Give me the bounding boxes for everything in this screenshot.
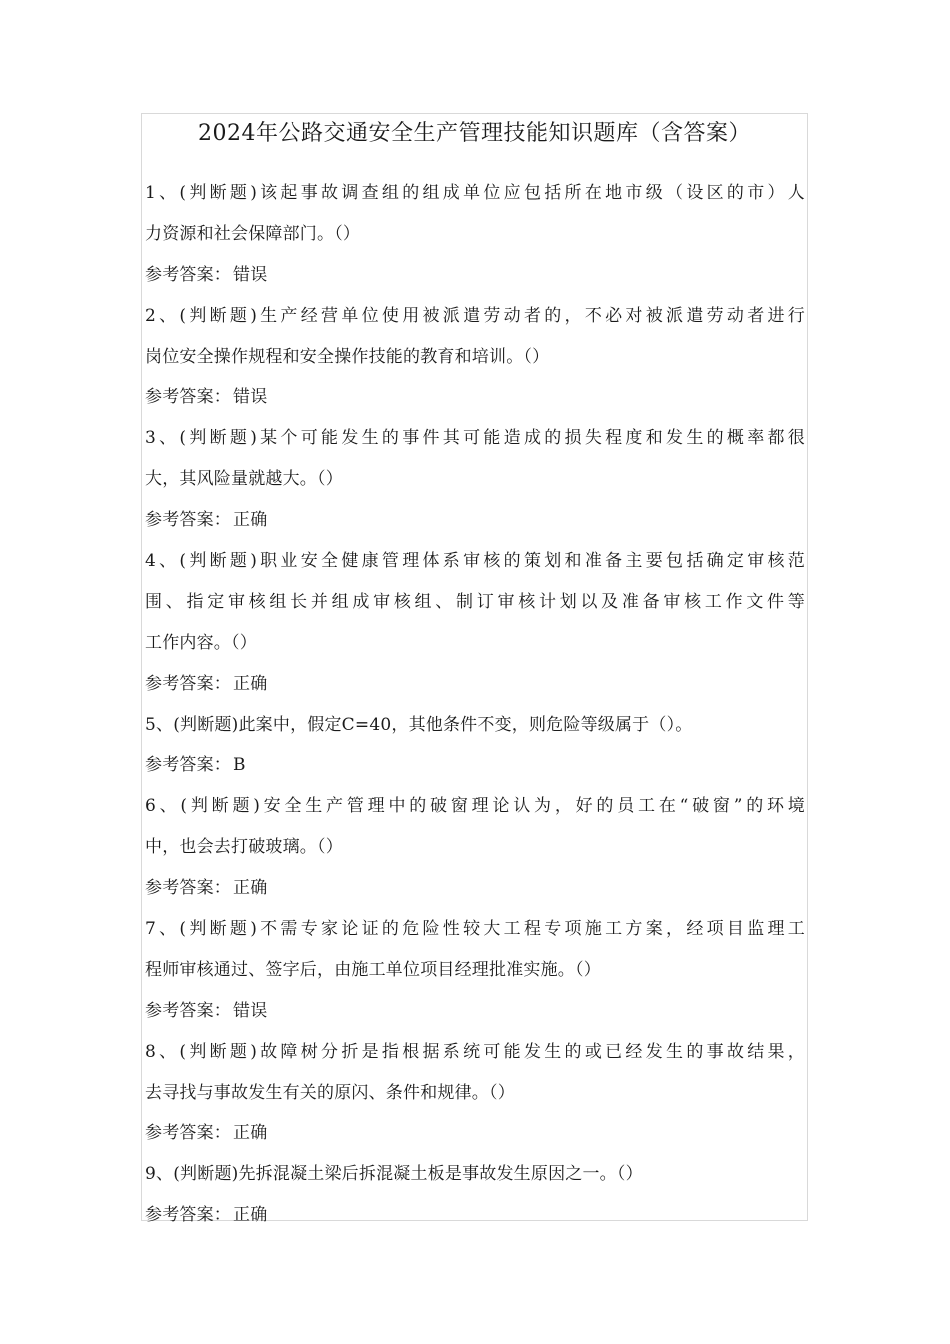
question-item (145, 296, 805, 419)
answer-line (145, 868, 805, 909)
question-text-line: 大，其风险量就越大。（） (145, 469, 343, 490)
question-text-line: 3、(判断题)某个可能发生的事件其可能造成的损失程度和发生的概率都很 (145, 428, 805, 449)
answer-line (145, 745, 805, 786)
answer-line (145, 1195, 805, 1236)
answer-label: 参考答案： (145, 878, 231, 899)
question-text-line: 力资源和社会保障部门。（） (145, 223, 361, 244)
question-text-line: 8、(判断题)故障树分折是指根据系统可能发生的或已经发生的事故结果， (145, 1041, 805, 1062)
question-text-line: 岗位安全操作规程和安全操作技能的教育和培训。（） (145, 346, 550, 367)
answer-value: 正确 (233, 673, 268, 694)
question-text-line: 工作内容。（） (145, 632, 257, 653)
question-text-line: 程师审核通过、签字后，由施工单位项目经理批准实施。（） (145, 959, 601, 980)
answer-label: 参考答案： (145, 387, 231, 408)
question-text-line: 去寻找与事故发生有关的原闪、条件和规律。（） (145, 1082, 515, 1103)
question-item (145, 418, 805, 541)
question-text-line: 1、(判断题)该起事故调查组的组成单位应包括所在地市级（设区的市）人 (145, 183, 805, 203)
question-text-line: 4、(判断题)职业安全健康管理体系审核的策划和准备主要包括确定审核范 (145, 551, 805, 572)
answer-label: 参考答案： (145, 1205, 231, 1226)
answer-line (145, 991, 805, 1032)
question-item (145, 541, 805, 705)
question-text-line: 2、(判断题)生产经营单位使用被派遣劳动者的，不必对被派遣劳动者进行 (145, 305, 805, 326)
answer-label: 参考答案： (145, 264, 231, 285)
answer-label: 参考答案： (145, 1000, 231, 1021)
question-item (145, 1032, 805, 1155)
question-text-line: 7、(判断题)不需专家论证的危险性较大工程专项施工方案，经项目监理工 (145, 919, 805, 940)
answer-value: B (233, 755, 246, 776)
answer-value: 正确 (233, 510, 268, 531)
answer-label: 参考答案： (145, 673, 231, 694)
answer-line (145, 255, 805, 296)
question-item (145, 1154, 805, 1236)
answer-label: 参考答案： (145, 755, 231, 776)
answer-line (145, 664, 805, 705)
answer-value: 错误 (233, 1000, 268, 1021)
document-title: 2024年公路交通安全生产管理技能知识题库（含答案） (198, 121, 751, 146)
answer-label: 参考答案： (145, 1123, 231, 1144)
answer-value: 正确 (233, 878, 268, 899)
answer-value: 错误 (233, 264, 268, 285)
question-text-line: 6、(判断题)安全生产管理中的破窗理论认为，好的员工在“破窗”的环境 (145, 796, 805, 817)
answer-label: 参考答案： (145, 510, 231, 531)
answer-value: 正确 (233, 1205, 268, 1226)
answer-line (145, 1113, 805, 1154)
answer-line (145, 377, 805, 418)
question-text-line: 5、(判断题)此案中，假定C=40，其他条件不变，则危险等级属于（）。 (145, 714, 693, 735)
question-item (145, 705, 805, 787)
answer-line (145, 500, 805, 541)
question-item (145, 909, 805, 1032)
question-list (145, 173, 805, 1236)
answer-value: 错误 (233, 387, 268, 408)
question-text-line: 9、(判断题)先拆混凝土梁后拆混凝土板是事故发生原因之一。（） (145, 1164, 643, 1185)
question-item (145, 786, 805, 909)
answer-value: 正确 (233, 1123, 268, 1144)
question-item (145, 173, 805, 296)
question-text-line: 中，也会去打破玻璃。（） (145, 837, 343, 858)
question-text-line: 围、指定审核组长并组成审核组、制订审核计划以及准备审核工作文件等 (145, 591, 805, 612)
